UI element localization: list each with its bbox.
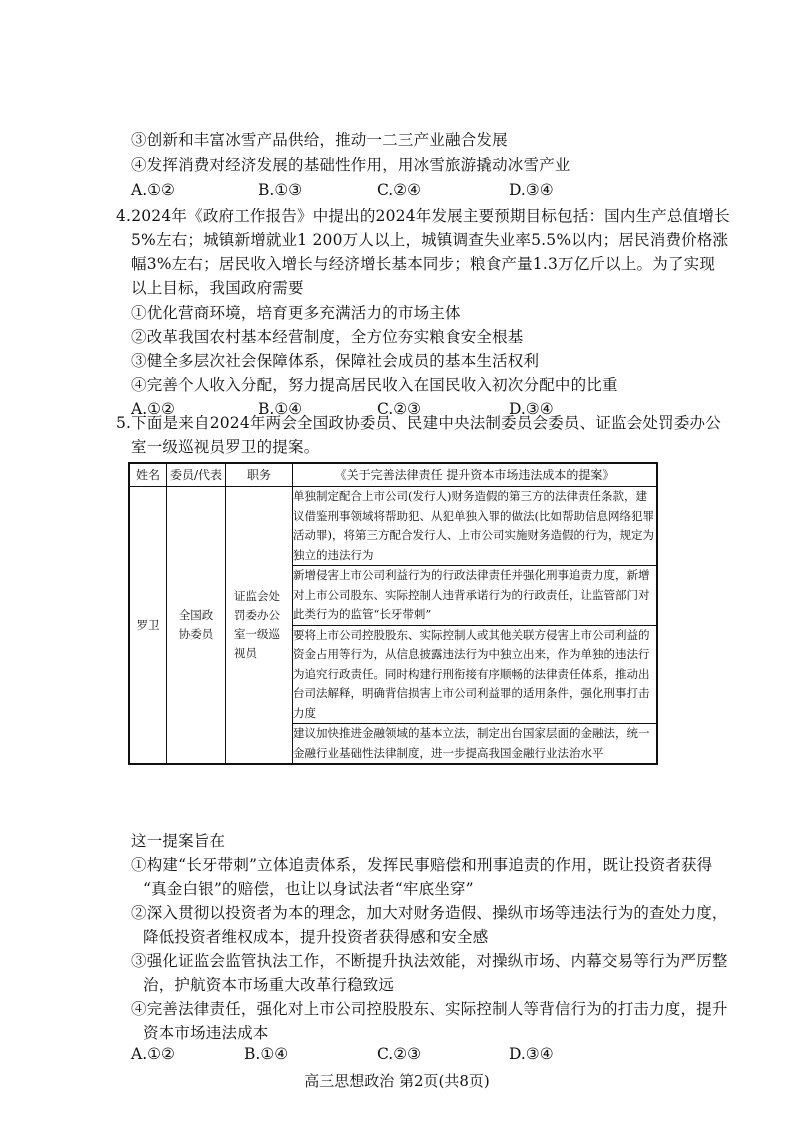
proposal-item: 新增侵害上市公司利益行为的行政法律责任并强化刑事追责力度，新增对上市公司股东、实际控制人违背承诺行为的行政责任，让监管部门对此类行为的监管“长牙带刺” (293, 566, 658, 626)
q4-stem-line: 幅3%左右；居民收入增长与经济增长基本同步；粮食产量1.3万亿斤以上。为了实现 (131, 255, 716, 273)
cell-role (167, 487, 226, 765)
header-job: 职务 (226, 463, 293, 487)
q4-option-2: ②改革我国农村基本经营制度，全方位夯实粮食安全根基 (131, 328, 524, 346)
job-text: 证监会处罚委办公室一级巡视员 (234, 589, 280, 660)
choice-c: C.②④ (377, 181, 422, 199)
choice-a: A.①② (131, 181, 175, 199)
choice-d: D.③④ (509, 181, 554, 199)
q5-option-3-line: 治，护航资本市场重大改革行稳致远 (143, 976, 395, 994)
choice-d: D.③④ (509, 1045, 554, 1063)
q4-option-3: ③健全多层次社会保障体系，保障社会成员的基本生活权利 (131, 352, 540, 370)
q5-option-4-line: ④完善法律责任，强化对上市公司控股股东、实际控制人等背信行为的打击力度，提升 (131, 1000, 728, 1018)
q4-option-1: ①优化营商环境，培育更多充满活力的市场主体 (131, 304, 461, 322)
page-footer: 高三思想政治 第2页(共8页) (304, 1072, 490, 1090)
q5-option-1-line: ①构建“长牙带刺”立体追责体系，发挥民事赔偿和刑事追责的作用，既让投资者获得 (131, 856, 713, 874)
proposal-item: 要将上市公司控股股东、实际控制人或其他关联方侵害上市公司利益的资金占用等行为，从信息披露违法行为中独立出来，作为单独的违法行为追究行政责任。同时构建行刑衔接有序顺畅的法律责任体系，推动出台司法解释，明确背信损害上市公司利益罪的适用条件，强化刑事打击力度 (293, 625, 658, 724)
choice-c: C.②③ (377, 400, 422, 418)
q4-option-4: ④完善个人收入分配，努力提高居民收入在国民收入初次分配中的比重 (131, 376, 618, 394)
choice-d: D.③④ (509, 400, 554, 418)
q5-option-4-line: 资本市场违法成本 (143, 1024, 269, 1042)
q4-stem-line: 5%左右；城镇新增就业1 200万人以上，城镇调查失业率5.5%以内；居民消费价格涨 (131, 231, 729, 249)
q4-stem-line: 以上目标，我国政府需要 (131, 279, 304, 297)
choice-b: B.①④ (258, 400, 303, 418)
choice-a: A.①② (131, 400, 175, 418)
q5-option-3-line: ③强化证监会监管执法工作，不断提升执法效能，对操纵市场、内幕交易等行为严厉整 (131, 952, 728, 970)
header-role: 委员/代表 (167, 463, 226, 487)
q5-option-1-line: “真金白银”的赔偿，也让以身试法者“牢底坐穿” (143, 880, 474, 898)
q3-option-3: ③创新和丰富冰雪产品供给，推动一二三产业融合发展 (131, 131, 508, 149)
q5-stem-line: 5.下面是来自2024年两会全国政协委员、民建中央法制委员会委员、证监会处罚委办公 (116, 414, 721, 432)
q5-stem-line: 室一级巡视员罗卫的提案。 (131, 438, 320, 456)
header-name: 姓名 (129, 463, 167, 487)
table-header-row (129, 463, 657, 487)
q5-option-2-line: 降低投资者维权成本，提升投资者获得感和安全感 (143, 928, 489, 946)
q3-option-4: ④发挥消费对经济发展的基础性作用，用冰雪旅游撬动冰雪产业 (131, 156, 571, 174)
q4-stem-line: 4.2024年《政府工作报告》中提出的2024年发展主要预期目标包括：国内生产总值增长 (116, 207, 730, 225)
proposal-item: 建议加快推进金融领域的基本立法，制定出台国家层面的金融法，统一金融行业基础性法律制度，进一步提高我国金融行业法治水平 (293, 724, 658, 765)
q5-intro: 这一提案旨在 (131, 832, 226, 850)
q3-choices (131, 180, 671, 200)
choice-c: C.②③ (377, 1045, 422, 1063)
role-text: 全国政协委员 (178, 608, 214, 641)
proposal-table (128, 462, 658, 765)
header-proposal-title: 《关于完善法律责任 提升资本市场违法成本的提案》 (293, 463, 658, 487)
choice-b: B.①④ (244, 1045, 289, 1063)
table-row (129, 487, 657, 566)
cell-name: 罗卫 (129, 487, 167, 765)
cell-job (226, 487, 293, 765)
q5-choices (131, 1044, 671, 1064)
proposal-item: 单独制定配合上市公司(发行人)财务造假的第三方的法律责任条款，建议借鉴刑事领域将帮助犯、从犯单独入罪的做法(比如帮助信息网络犯罪活动罪)，将第三方配合发行人、上市公司实施财务造假的行为，规定为独立的违法行为 (293, 487, 658, 566)
q5-option-2-line: ②深入贯彻以投资者为本的理念，加大对财务造假、操纵市场等违法行为的查处力度， (131, 904, 728, 922)
choice-b: B.①③ (258, 181, 303, 199)
choice-a: A.①② (131, 1045, 175, 1063)
